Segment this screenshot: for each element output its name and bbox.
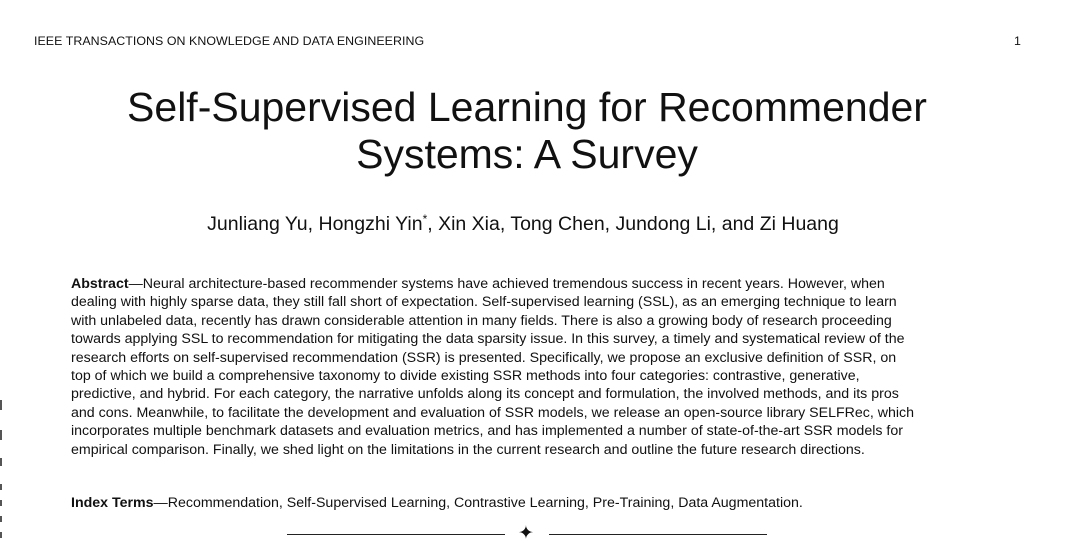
index-terms xyxy=(71,494,803,512)
separator-rule-left xyxy=(287,534,505,535)
abstract-line: predictive, and hybrid. For each category, the narrative unfolds along its concept and formulation, the involved methods, and its pros xyxy=(71,386,899,403)
abstract-line: towards applying SSL to recommendation for mitigating the data sparsity issue. In this survey, a timely and systematical review of the xyxy=(71,331,905,348)
index-terms-text: —Recommendation, Self-Supervised Learning, Contrastive Learning, Pre-Training, Data Augmentation. xyxy=(153,495,803,511)
paper-title xyxy=(0,84,1054,178)
author-list xyxy=(0,213,1046,236)
authors-first: Junliang Yu, Hongzhi Yin xyxy=(207,213,423,235)
margin-mark xyxy=(0,500,2,506)
title-line-2: Systems: A Survey xyxy=(356,131,698,177)
abstract-line: top of which we build a comprehensive taxonomy to divide existing SSR methods into four categories: contrastive, generative, xyxy=(71,368,860,385)
abstract-line: research efforts on self-supervised recommendation (SSR) is presented. Specifically, we propose an exclusive definition of SSR, on xyxy=(71,349,897,366)
title-line-1: Self-Supervised Learning for Recommender xyxy=(127,84,927,130)
margin-mark xyxy=(0,484,2,490)
index-terms-label: Index Terms xyxy=(71,495,154,511)
margin-mark xyxy=(0,430,2,440)
margin-mark xyxy=(0,532,2,538)
abstract-label: Abstract xyxy=(71,276,129,292)
running-head-journal: IEEE TRANSACTIONS ON KNOWLEDGE AND DATA ENGINEERING xyxy=(34,34,425,48)
abstract-line: incorporates multiple benchmark datasets and evaluation metrics, and has implemented a number of state-of-the-art SSR models for xyxy=(71,423,903,440)
abstract-line: dealing with highly sparse data, they still fall short of expectation. Self-supervised learning (SSL), as an emerging technique to learn xyxy=(71,294,897,311)
abstract-text: —Neural architecture-based recommender systems have achieved tremendous success in recent years. However, when xyxy=(128,276,885,292)
abstract-block xyxy=(71,275,991,459)
abstract-line: empirical comparison. Finally, we shed light on the limitations in the current research and outline the future research directions. xyxy=(71,441,865,458)
corresponding-author-mark: * xyxy=(422,212,428,226)
authors-rest: , Xin Xia, Tong Chen, Jundong Li, and Zi Huang xyxy=(427,213,839,235)
margin-mark xyxy=(0,400,2,410)
separator-rule-right xyxy=(549,534,767,535)
abstract-line: with unlabeled data, recently has drawn considerable attention in many fields. There is also a growing body of research proceeding xyxy=(71,312,892,329)
abstract-line xyxy=(71,275,991,293)
margin-mark xyxy=(0,516,2,522)
separator-diamond-icon: ✦ xyxy=(518,523,534,544)
abstract-line: and cons. Meanwhile, to facilitate the development and evaluation of SSR models, we release an open-source library SELFRec, which xyxy=(71,404,915,421)
margin-mark xyxy=(0,458,2,466)
page-number: 1 xyxy=(1014,34,1021,48)
